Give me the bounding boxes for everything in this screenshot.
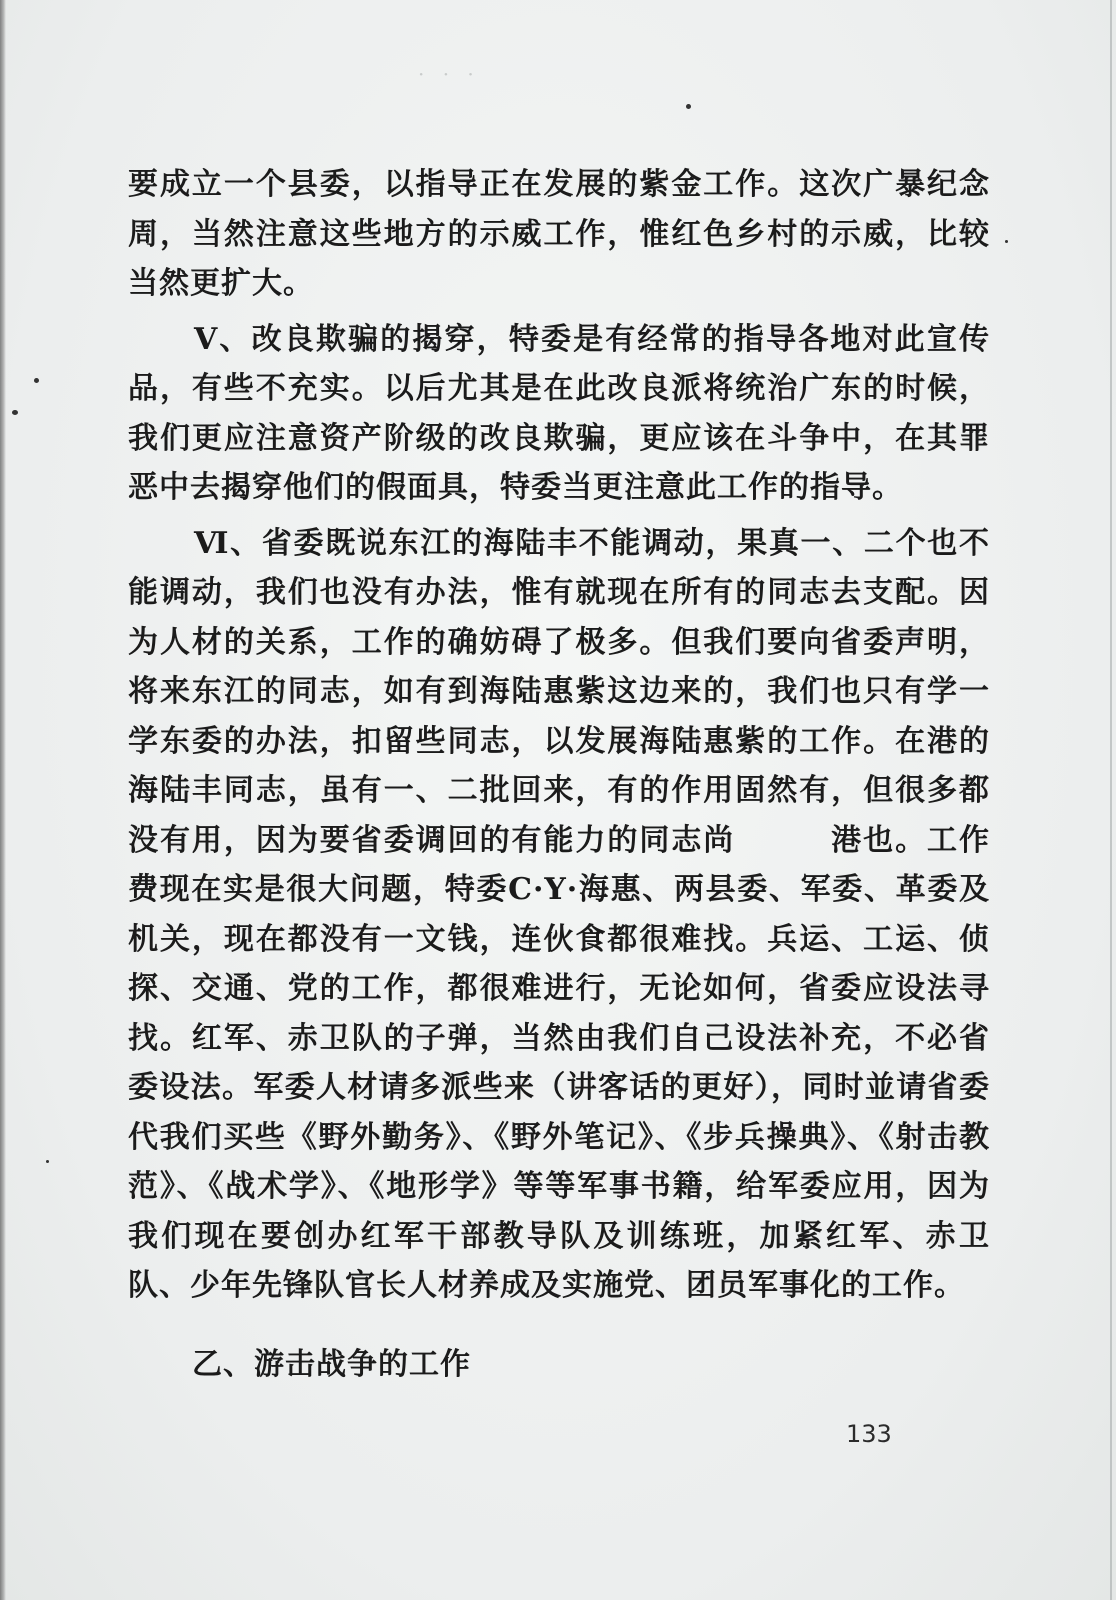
paragraph-2: Ⅴ、改良欺骗的揭穿，特委是有经常的指导各地对此宣传品，有些不充实。以后尤其是在此改良派将统治广东的时候，我们更应注意资产阶级的改良欺骗，更应该在斗争中，在其罪恶中去揭穿他们的假面具，特委当更注意此工作的指导。 (128, 321, 990, 505)
scan-speck (1005, 240, 1008, 243)
section-heading: 乙、游击战争的工作 (192, 1347, 471, 1382)
scan-speck (46, 1160, 49, 1163)
page-left-edge-shadow (0, 0, 6, 1600)
page-right-edge (1110, 0, 1112, 1600)
paragraph-1: 要成立一个县委，以指导正在发展的紫金工作。这次广暴纪念周，当然注意这些地方的示威工作，惟红色乡村的示威，比较当然更扩大。 (128, 167, 990, 301)
scan-speck (686, 104, 691, 109)
body-text (128, 160, 990, 1317)
scan-speck (34, 378, 39, 383)
paragraph-3: Ⅵ、省委既说东江的海陆丰不能调动，果真一、二个也不能调动，我们也没有办法，惟有就现在所有的同志去支配。因为人材的关系，工作的确妨碍了极多。但我们要向省委声明，将来东江的同志，如有到海陆惠紫这边来的，我们也只有学一学东委的办法，扣留些同志，以发展海陆惠紫的工作。在港的海陆丰同志，虽有一、二批回来，有的作用固然有，但很多都没有用，因为要省委调回的有能力的同志尚 港也。工作费现在实是很大问题，特委C·Y·海惠、两县委、军委、革委及机关，现在都没有一文钱，连伙食都很难找。兵运、工运、侦探、交通、党的工作，都很难进行，无论如何，省委应设法寻找。红军、赤卫队的子弹，当然由我们自己设法补充，不必省委设法。军委人材请多派些来（讲客话的更好），同时並请省委代我们买些《野外勤务》、《野外笔记》、《步兵操典》、《射击教范》、《战术学》、《地形学》等等军事书籍，给军委应用，因为我们现在要创办红军干部教导队及训练班，加紧红军、赤卫队、少年先锋队官长人材养成及实施党、团员军事化的工作。 (128, 525, 990, 1303)
scan-speck (12, 410, 18, 415)
page-number: 133 (846, 1420, 892, 1448)
faded-header-text: · · · (418, 62, 480, 86)
